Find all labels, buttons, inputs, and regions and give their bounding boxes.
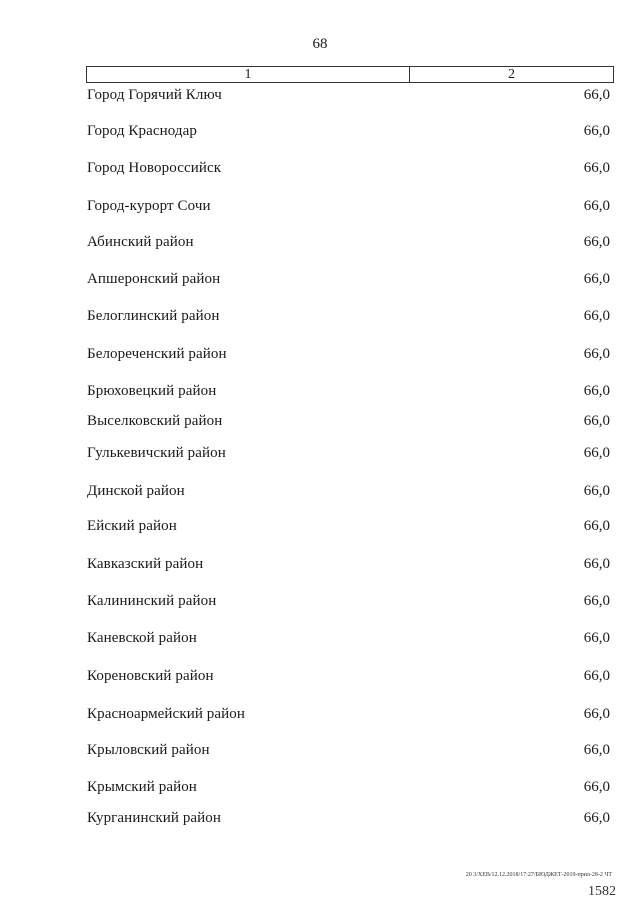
row-name: Выселковский район [87, 413, 223, 429]
table-row [87, 518, 610, 538]
table-row [87, 483, 610, 503]
table-row [87, 593, 610, 613]
row-value: 66,0 [583, 271, 610, 287]
row-value: 66,0 [583, 346, 610, 362]
row-value: 66,0 [583, 518, 610, 534]
table-row [87, 742, 610, 762]
header-column-2: 2 [508, 67, 515, 82]
row-name: Красноармейский район [87, 706, 246, 722]
row-name: Ейский район [87, 518, 177, 534]
row-value: 66,0 [583, 383, 610, 399]
row-value: 66,0 [583, 593, 610, 609]
row-value: 66,0 [583, 706, 610, 722]
row-name: Калининский район [87, 593, 217, 609]
row-value: 66,0 [583, 87, 610, 103]
table-row [87, 198, 610, 218]
table-row [87, 706, 610, 726]
row-value: 66,0 [583, 668, 610, 684]
row-name: Кореновский район [87, 668, 214, 684]
row-name: Город Горячий Ключ [87, 87, 222, 103]
row-value: 66,0 [583, 483, 610, 499]
row-name: Кавказский район [87, 556, 204, 572]
row-name: Апшеронский район [87, 271, 221, 287]
page-number: 68 [312, 36, 328, 52]
row-value: 66,0 [583, 445, 610, 461]
sheet-number: 1582 [588, 884, 616, 899]
row-name: Крыловский район [87, 742, 210, 758]
row-name: Гулькевичский район [87, 445, 226, 461]
row-name: Крымский район [87, 779, 197, 795]
table-row [87, 810, 610, 830]
row-value: 66,0 [583, 413, 610, 429]
row-value: 66,0 [583, 234, 610, 250]
footer-note: 20 3/ХЕВ/12.12.2018/17:27/БЮДЖЕТ-2019-прил-28-2 ЧТ [465, 872, 612, 878]
row-name: Абинский район [87, 234, 194, 250]
table-row [87, 308, 610, 328]
table-row [87, 630, 610, 650]
row-name: Динской район [87, 483, 185, 499]
table-row [87, 779, 610, 799]
table-row [87, 445, 610, 465]
table-row [87, 271, 610, 291]
row-value: 66,0 [583, 742, 610, 758]
table-row [87, 346, 610, 366]
table-row [87, 668, 610, 688]
row-value: 66,0 [583, 779, 610, 795]
table-row [87, 123, 610, 143]
row-name: Курганинский район [87, 810, 222, 826]
table-row [87, 383, 610, 403]
row-value: 66,0 [583, 810, 610, 826]
row-value: 66,0 [583, 630, 610, 646]
row-name: Белоглинский район [87, 308, 220, 324]
header-column-1: 1 [87, 67, 410, 82]
row-value: 66,0 [583, 556, 610, 572]
table-row [87, 234, 610, 254]
table-row [87, 87, 610, 107]
table-row [87, 160, 610, 180]
row-name: Каневской район [87, 630, 197, 646]
row-value: 66,0 [583, 123, 610, 139]
table-row [87, 413, 610, 433]
table-row [87, 556, 610, 576]
row-value: 66,0 [583, 160, 610, 176]
table-header [86, 66, 614, 83]
row-value: 66,0 [583, 198, 610, 214]
row-name: Город-курорт Сочи [87, 198, 211, 214]
row-name: Белореченский район [87, 346, 227, 362]
row-name: Брюховецкий район [87, 383, 217, 399]
row-value: 66,0 [583, 308, 610, 324]
row-name: Город Новороссийск [87, 160, 222, 176]
row-name: Город Краснодар [87, 123, 198, 139]
